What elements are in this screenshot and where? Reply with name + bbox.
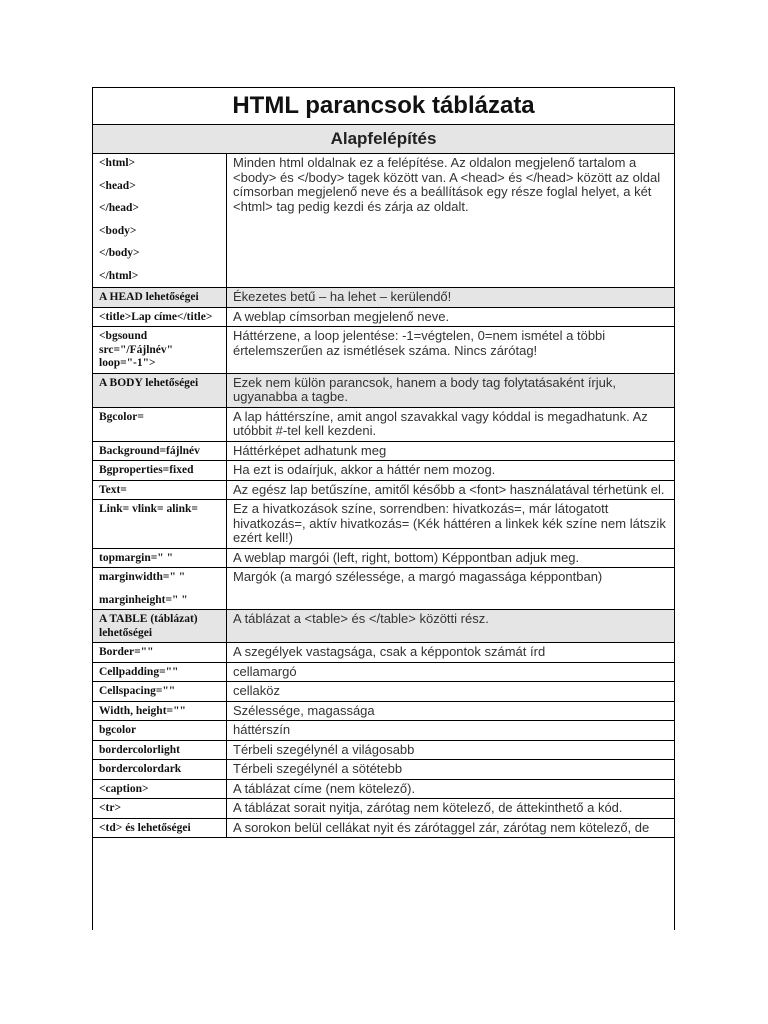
table-row [93,441,675,461]
document-page [92,87,675,930]
command-description: háttérszín [227,721,675,741]
tag-label: <html> [99,157,136,169]
table-title: HTML parancsok táblázata [93,88,675,125]
command-key: Link= vlink= alink= [93,500,227,549]
command-description: A táblázat a <table> és </table> közötti rész. [227,610,675,643]
command-description: A szegélyek vastagsága, csak a képpontok számát írd [227,643,675,663]
table-row [93,740,675,760]
table-row [93,818,675,838]
command-key: Border="" [93,643,227,663]
table-row [93,480,675,500]
command-key: Text= [93,480,227,500]
table-row [93,548,675,568]
section-heading: Alapfelépítés [93,125,675,154]
command-key: Cellpadding="" [93,662,227,682]
basic-structure-description: Minden html oldalnak ez a felépítése. Az oldalon megjelenő tartalom a <body> és </body> tagek között van. A <head> és </head> között az oldal címsorban megjelenő neve és a beállítások egy része foglal helyet, a két <html> tag pedig kezdi és zárja az oldalt. [227,154,675,288]
command-key-line: marginheight=" " [99,593,188,606]
command-key [93,568,227,610]
command-description: A lap háttérszíne, amit angol szavakkal vagy kóddal is megadhatunk. Az utóbbit #-tel kell kezdeni. [227,407,675,441]
command-key: topmargin=" " [93,548,227,568]
command-key: bordercolordark [93,760,227,780]
table-row [93,307,675,327]
command-key: <bgsound src="/Fájlnév" loop="-1"> [93,327,227,374]
table-row [93,662,675,682]
table-row [93,682,675,702]
command-description: A táblázat sorait nyitja, zárótag nem kötelező, de áttekinthető a kód. [227,799,675,819]
table-row [93,288,675,308]
command-description: A weblap margói (left, right, bottom) Képpontban adjuk meg. [227,548,675,568]
tag-label: </html> [99,269,139,282]
command-description: cellamargó [227,662,675,682]
table-row [93,760,675,780]
table-row [93,799,675,819]
command-description: Margók (a margó szélessége, a margó magassága képpontban) [227,568,675,610]
table-row [93,721,675,741]
command-key: A TABLE (táblázat) lehetőségei [93,610,227,643]
command-key: Bgproperties=fixed [93,461,227,481]
command-key: <tr> [93,799,227,819]
command-key: bgcolor [93,721,227,741]
table-row [93,500,675,549]
table-row [93,568,675,610]
command-description: Az egész lap betűszíne, amitől később a <font> használatával térhetünk el. [227,480,675,500]
table-row [93,610,675,643]
command-description: Ezek nem külön parancsok, hanem a body tag folytatásaként írjuk, ugyanabba a tagbe. [227,373,675,407]
command-description: Szélessége, magassága [227,701,675,721]
table-row [93,779,675,799]
command-description: A sorokon belül cellákat nyit és zárótaggel zár, zárótag nem kötelező, de [227,818,675,838]
table-row [93,154,675,288]
command-description: A weblap címsorban megjelenő neve. [227,307,675,327]
table-row [93,701,675,721]
command-key: <caption> [93,779,227,799]
html-commands-table [92,87,675,838]
command-key: A BODY lehetőségei [93,373,227,407]
command-key: <td> és lehetőségei [93,818,227,838]
command-description: Háttérzene, a loop jelentése: -1=végtelen, 0=nem ismétel a többi értelemszerűen az ismétlések száma. Nincs zárótag! [227,327,675,374]
command-description: Ha ezt is odaírjuk, akkor a háttér nem mozog. [227,461,675,481]
table-row [93,407,675,441]
tag-label: </body> [99,247,140,259]
command-key: Cellspacing="" [93,682,227,702]
table-row [93,373,675,407]
command-key: A HEAD lehetőségei [93,288,227,308]
tag-label: <head> [99,179,136,192]
tag-label: <body> [99,224,137,237]
section-row [93,125,675,154]
basic-structure-tags [93,154,227,288]
tag-label: </head> [99,202,139,214]
command-key: <title>Lap címe</title> [93,307,227,327]
command-description: Térbeli szegélynél a sötétebb [227,760,675,780]
command-key: Background=fájlnév [93,441,227,461]
table-row [93,327,675,374]
command-description: Ez a hivatkozások színe, sorrendben: hivatkozás=, már látogatott hivatkozás=, aktív hivatkozás= (Kék háttéren a linkek kék színe nem látszik ezért kell!) [227,500,675,549]
command-description: Ékezetes betű – ha lehet – kerülendő! [227,288,675,308]
command-key: Bgcolor= [93,407,227,441]
command-key: bordercolorlight [93,740,227,760]
title-row [93,88,675,125]
command-description: cellaköz [227,682,675,702]
table-row [93,643,675,663]
table-row [93,461,675,481]
command-key: Width, height="" [93,701,227,721]
command-key-line: marginwidth=" " [99,571,186,583]
command-description: Háttérképet adhatunk meg [227,441,675,461]
command-description: A táblázat címe (nem kötelező). [227,779,675,799]
command-description: Térbeli szegélynél a világosabb [227,740,675,760]
